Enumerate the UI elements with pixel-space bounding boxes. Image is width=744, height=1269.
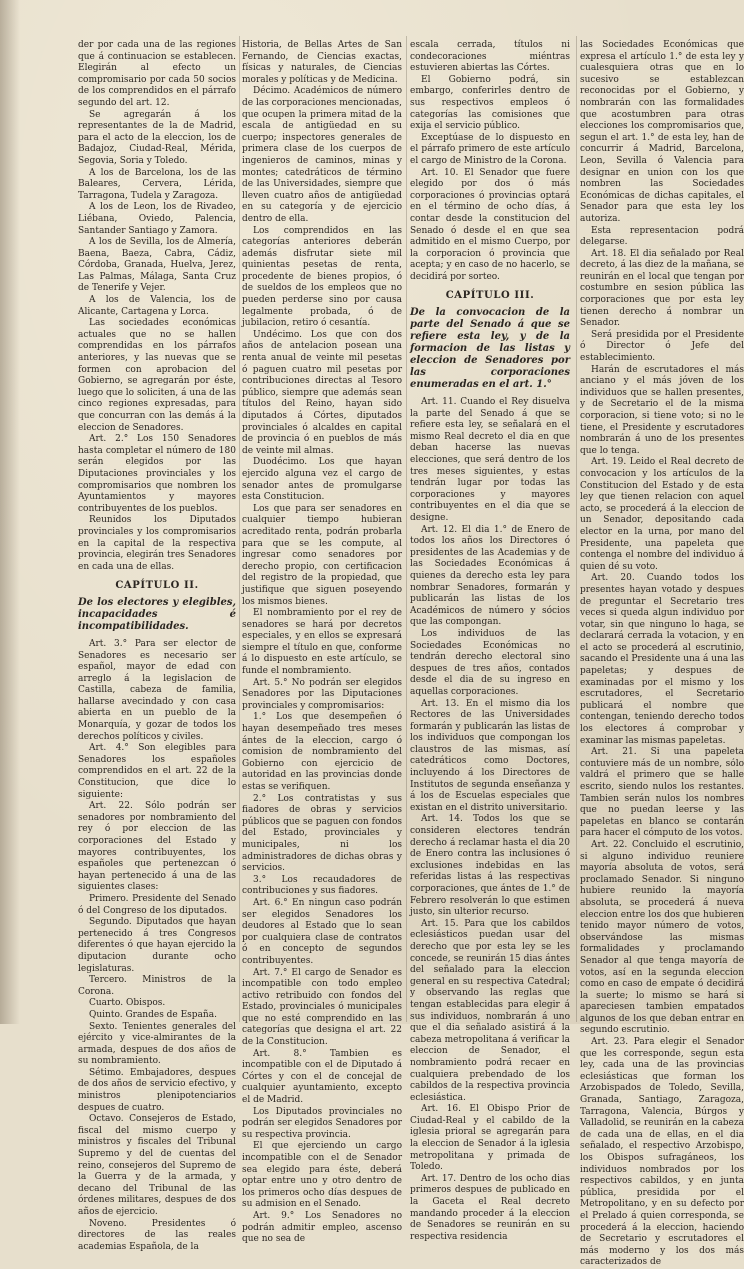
paragraph: las Sociedades Económicas que expresa el artículo 1.° de esta ley y cualesquiera otras que en lo sucesivo se establezcan reconocidas por el Gobierno, y nombrarán con las formalidades que acostumbren para otras elecciones los compromisarios que, segun el art. 1.° de esta ley, han de concurrir á Madrid, Barcelona, Leon, Sevilla ó Valencia para designar en union con los que nombren las Sociedades Económicas de dichas capitales, el Senador para que esta ley los autoriza. — [580, 40, 744, 224]
paragraph: Art. 4.° Son elegibles para Senadores los españoles comprendidos en el art. 22 de la Constitucion, que dice lo siguiente: — [78, 743, 236, 800]
paragraph: El Gobierno podrá, sin embargo, conferirles dentro de sus respectivos empleos ó categorías las comisiones que exija el servicio público. — [410, 74, 570, 132]
paragraph: Art. 20. Cuando todos los presentes hayan votado y despues de preguntar el Secretario tres veces si queda algun individuo por votar, sin que ninguno lo haga, se declarará cerrada la votacion, y en el acto se procederá al escrutinio, sacando el Presidente una á una las papeletas; y despues de examinadas por el mismo y los escrutadores, el Secretario publicará el nombre que contengan, teniendo derecho todos los electores á comprobar y examinar las mismas papeletas. — [580, 573, 744, 746]
paragraph: Reunidos los Diputados provinciales y los compromisarios en la capital de la respectiva provincia, elegirán tres Senadores en cada una de ellas. — [78, 515, 236, 572]
paragraph: Art. 19. Leido el Real decreto de convocacion y los artículos de la Constitucion del Estado y de esta ley que tienen relacion con aquel acto, se procederá á la eleccion de un Senador, depositando cada elector en la urna, por mano del Presidente, una papeleta que contenga el nombre del individuo á quien dé su voto. — [580, 457, 744, 572]
paragraph: Sexto. Tenientes generales del ejército y vice-almirantes de la armada, despues de dos años de su nombramiento. — [78, 1021, 236, 1067]
paragraph: Art. 3.° Para ser elector de Senadores es necesario ser español, mayor de edad con arreglo á la legislacion de Castilla, cabeza de familia, hallarse avecindado y con casa abierta en un pueblo de la Monarquía, y gozar de todos los derechos políticos y civiles. — [78, 638, 236, 742]
paragraph: 2.° Los contratistas y sus fiadores de obras y servicios públicos que se paguen con fondos del Estado, provinciales y municipales, ni los administradores de dichas obras y servicios. — [242, 793, 402, 874]
paragraph: Primero. Presidente del Senado ó del Congreso de los diputados. — [78, 893, 236, 916]
paragraph: Art. 13. En el mismo dia los Rectores de las Universidades formarán y publicarán las listas de los individuos que compongan los claustros de las mismas, así catedráticos como Doctores, incluyendo á los Directores de Institutos de segunda enseñanza y á los de Escuelas especiales que existan en el distrito universitario. — [410, 698, 570, 813]
paragraph: Art. 6.° En ningun caso podrán ser elegidos Senadores los deudores al Estado que lo sean por cualquiera clase de contratos ó en concepto de segundos contribuyentes. — [242, 897, 402, 966]
column-rule — [239, 36, 240, 1022]
paragraph: Art. 16. El Obispo Prior de Ciudad-Real y el cabildo de la iglesia prioral se agregarán para la eleccion de Senador á la iglesia metropolitana y primada de Toledo. — [410, 1104, 570, 1173]
paragraph: Duodécimo. Los que hayan ejercido alguna vez el cargo de senador antes de promulgarse esta Constitucion. — [242, 457, 402, 503]
paragraph: Sétimo. Embajadores, despues de dos años de servicio efectivo, y ministros plenipotenciarios despues de cuatro. — [78, 1067, 236, 1113]
paragraph: Art. 12. El dia 1.° de Enero de todos los años los Directores ó presidentes de las Academias y de las Sociedades Económicas á quienes da derecho esta ley para nombrar Senadores, formarán y publicarán las listas de los Académicos de número y sócios que las compongan. — [410, 524, 570, 628]
paragraph: Undécimo. Los que con dos años de antelacion posean una renta anual de veinte mil pesetas ó paguen cuatro mil pesetas por contribuciones directas al Tesoro público, siempre que además sean títulos del Reino, hayan sido diputados á Córtes, diputados provinciales ó alcaldes en capital de provincia ó en pueblos de más de veinte mil almas. — [242, 329, 402, 456]
column-3 — [410, 40, 570, 1242]
paragraph: Art. 8.° Tambien es incompatible con el de Diputado á Córtes y con el de concejal de cualquier ayuntamiento, excepto el de Madrid. — [242, 1048, 402, 1106]
paragraph: Cuarto. Obispos. — [89, 998, 166, 1009]
paragraph: A los de Sevilla, los de Almería, Baena, Baeza, Cabra, Cádiz, Córdoba, Granada, Huelva, Jerez, Las Palmas, Málaga, Santa Cruz de Tenerife y Vejer. — [78, 237, 236, 294]
paragraph: 3.° Los recaudadores de contribuciones y sus fiadores. — [242, 874, 402, 897]
paragraph: Segundo. Diputados que hayan pertenecido á tres Congresos diferentes ó que hayan ejercido la diputacion durante ocho legislaturas. — [78, 917, 236, 974]
chapter-heading: CAPÍTULO II. — [115, 580, 199, 592]
paragraph: Art. 5.° No podrán ser elegidos Senadores por las Diputaciones provinciales y compromisarios: — [242, 677, 402, 711]
paragraph: Esta representacion podrá delegarse. — [580, 225, 744, 248]
paragraph: Art. 23. Para elegir el Senador que les corresponde, segun esta ley, cada una de las provincias eclesiásticas que forman los Arzobispados de Toledo, Sevilla, Granada, Santiago, Zaragoza, Tarragona, Valencia, Búrgos y Valladolid, se reunirán en la cabeza de cada una de ellas, en el dia señalado, el respectivo Arzobispo, los Obispos sufragáneos, los individuos nombrados por los respectivos cabildos, y en junta pública, presidida por el Metropolitano, y en su defecto por el Prelado á quien corresponda, se procederá á la eleccion, haciendo de Secretario y escrutadores el más moderno y los dos más caracterizados de — [580, 1037, 744, 1268]
paragraph: Exceptúase de lo dispuesto en el párrafo primero de este artículo el cargo de Ministro de la Corona. — [410, 132, 570, 166]
paragraph: Noveno. Presidentes ó directores de las reales academias Española, de la — [78, 1218, 236, 1252]
paragraph: Los que para ser senadores en cualquier tiempo hubieran acreditado renta, podrán probarla para que se les compute, al ingresar como senadores por derecho propio, con certificacion del registro de la propiedad, que justifique que siguen poseyendo los mismos bienes. — [242, 503, 402, 607]
paragraph: Se agregarán á los representantes de la de Madrid, para el acto de la eleccion, los de Badajoz, Ciudad-Real, Mérida, Segovia, Soria y Toledo. — [78, 109, 236, 166]
paragraph: El nombramiento por el rey de senadores se hará por decretos especiales, y en ellos se expresará siempre el título en que, conforme á lo dispuesto en este artículo, se funde el nombramiento. — [242, 608, 402, 677]
paragraph: A los de Leon, los de Rivadeo, Liébana, Oviedo, Palencia, Santander Santiago y Zamora. — [78, 202, 236, 236]
paragraph: Art. 9.° Los Senadores no podrán admitir empleo, ascenso que no sea de — [242, 1210, 402, 1245]
paragraph: Art. 18. El dia señalado por Real decreto, á las diez de la mañana, se reunirán en el local que tengan por costumbre en sesion pública las corporaciones que por esta ley tienen derecho á nombrar un Senador. — [580, 248, 744, 329]
paragraph: Los comprendidos en las categorías anteriores deberán además disfrutar siete mil quinientas pesetas de renta, procedente de bienes propios, ó de sueldos de los empleos que no pueden perderse sino por causa legalmente probada, ó de jubilacion, retiro ó cesantía. — [242, 225, 402, 329]
paragraph: Harán de escrutadores el más anciano y el más jóven de los individuos que se hallen presentes, y de Secretario el de la misma corporacion, si tiene voto; si no le tiene, el Presidente y escrutadores nombrarán á uno de los presentes que lo tenga. — [580, 364, 744, 456]
paragraph: Será presidida por el Presidente ó Director ó Jefe del establecimiento. — [580, 329, 744, 364]
paragraph: Art. 11. Cuando el Rey disuelva la parte del Senado á que se refiere esta ley, se señalará en el mismo Real decreto el dia en que deban hacerse las nuevas elecciones, que será dentro de los tres meses siguientes, y estas tendrán lugar por todas las corporaciones y mayores contribuyentes en el dia que se designe. — [410, 397, 570, 523]
paragraph: Art. 17. Dentro de los ocho dias primeros despues de publicado en la Gaceta el Real decreto mandando proceder á la eleccion de Senadores se reunirán en su respectiva residencia — [410, 1173, 570, 1242]
paragraph: Octavo. Consejeros de Estado, fiscal del mismo cuerpo y ministros y fiscales del Tribunal Supremo y del de cuentas del reino, consejeros del Supremo de la Guerra y de la armada, y decano del Tribunal de las órdenes militares, despues de dos años de ejercicio. — [78, 1114, 236, 1217]
page-spine-shadow — [0, 0, 20, 1024]
paragraph: Los Diputados provinciales no podrán ser elegidos Senadores por su respectiva provincia. — [242, 1106, 402, 1140]
paragraph: escala cerrada, títulos ni condecoraciones miéntras estuvieren abiertas las Córtes. — [410, 40, 570, 74]
paragraph: Décimo. Académicos de número de las corporaciones mencionadas, que ocupen la primera mitad de la escala de antigüedad en su cuerpo; inspectores generales de primera clase de los cuerpos de ingenieros de caminos, minas y montes; catedráticos de término de las Universidades, siempre que lleven cuatro años de antigüedad en su categoría y de ejercicio dentro de ella. — [242, 86, 402, 224]
paragraph: Art. 22. Concluido el escrutinio, si alguno individuo reuniere mayoría absoluta de votos, será proclamado Senador. Si ninguno hubiere reunido la mayoría absoluta, se procederá á nueva eleccion entre los dos que hubieren tenido mayor número de votos, observándose las mismas formalidades y proclamando Senador al que tenga mayoría de votos, así en la segunda eleccion como en caso de empate ó decidirá la suerte; lo mismo se hará si apareciesen tambien empatados algunos de los que deban entrar en segundo escrutinio. — [580, 839, 744, 1036]
chapter-subtitle: De la convocacion de la parte del Senado á que se refiere esta ley, y de la formacion de las listas y eleccion de Senadores por las corporaciones enumeradas en el art. 1.° — [410, 307, 570, 391]
paragraph: Art. 2.° Los 150 Senadores hasta completar el número de 180 serán elegidos por las Diputaciones provinciales y los compromisarios que nombren los Ayuntamientos y mayores contribuyentes de los pueblos. — [78, 434, 236, 514]
paragraph: Quinto. Grandes de España. — [89, 1009, 217, 1020]
paragraph: Art. 15. Para que los cabildos eclesiásticos puedan usar del derecho que por esta ley se les concede, se reunirán 15 dias ántes del señalado para la eleccion general en su respectiva Catedral; y observando las reglas que tengan establecidas para elegir á sus individuos, nombrarán á uno que el dia señalado asistirá á la cabeza metropolitana á verificar la eleccion de Senador, el nombramiento podrá recaer en cualquiera prebendado de los cabildos de la respectiva provincia eclesiástica. — [410, 918, 570, 1103]
paragraph: El que ejerciendo un cargo incompatible con el de Senador sea elegido para éste, deberá optar entre uno y otro dentro de los primeros ocho días despues de su admision en el Senado. — [242, 1141, 402, 1210]
chapter-heading: CAPÍTULO III. — [445, 290, 535, 302]
paragraph: Los individuos de las Sociedades Económicas no tendrán derecho electoral sino despues de tres años, contados desde el dia de su ingreso en aquellas corporaciones. — [410, 628, 570, 697]
paragraph: Art. 7.° El cargo de Senador es incompatible con todo empleo activo retribuido con fondos del Estado, provinciales ó municipales que no esté comprendido en las categorías que designa el art. 22 de la Constitucion. — [242, 967, 402, 1048]
paragraph: Art. 22. Sólo podrán ser senadores por nombramiento del rey ó por eleccion de las corporaciones del Estado y mayores contribuyentes, los españoles que pertenezcan ó hayan pertenecido á una de las siguientes clases: — [78, 801, 236, 893]
paragraph: Art. 21. Si una papeleta contuviere más de un nombre, sólo valdrá el primero que se halle escrito, siendo nulos los restantes. Tambien serán nulos los nombres que no puedan leerse y las papeletas en blanco se contarán para hacer el cómputo de los votos. — [580, 747, 744, 839]
paragraph: Historia, de Bellas Artes de San Fernando, de Ciencias exactas, físicas y naturales, de Ciencias morales y políticas y de Medicina. — [242, 40, 402, 85]
paragraph: Art. 14. Todos los que se consideren electores tendrán derecho á reclamar hasta el dia 20 de Enero contra las inclusiones ó exclusiones indebidas en las referidas listas á las respectivas corporaciones, que ántes de 1.° de Febrero resolverán lo que estimen justo, sin ulterior recurso. — [410, 814, 570, 918]
column-4 — [580, 40, 744, 1268]
paragraph: Las sociedades económicas actuales que no se hallen comprendidas en los párrafos anteriores, y las nuevas que se formen con aprobacion del Gobierno, se agregarán por éste, luego que lo soliciten, á una de las cinco regiones expresadas, para que concurran con las demás á la eleccion de Senadores. — [78, 318, 236, 433]
chapter-subtitle: De los electores y elegibles, incapacidades é incompatibilidades. — [78, 596, 236, 632]
column-rule — [406, 36, 407, 1022]
column-rule — [576, 36, 577, 1022]
paragraph: 1.° Los que desempeñen ó hayan desempeñado tres meses ántes de la eleccion, cargo ó comision de nombramiento del Gobierno con ejercicio de autoridad en las provincias donde estas se verifiquen. — [242, 712, 402, 792]
paragraph: A los de Valencia, los de Alicante, Cartagena y Lorca. — [78, 295, 236, 317]
column-1 — [78, 40, 236, 1252]
column-2 — [242, 40, 402, 1245]
paragraph: Tercero. Ministros de la Corona. — [78, 975, 236, 997]
paragraph: A los de Barcelona, los de las Baleares, Cervera, Lérida, Tarragona, Tudela y Zaragoza. — [78, 167, 236, 201]
paragraph: der por cada una de las regiones que á continuacion se establecen. Elegirán al efecto un compromisario por cada 50 socios de los comprendidos en el párrafo segundo del art. 12. — [78, 40, 236, 108]
paragraph: Art. 10. El Senador que fuere elegido por dos ó más corporaciones ó provincias optará en el término de ocho días, á contar desde la constitucion del Senado ó desde el en que sea admitido en el mismo Cuerpo, por la corporacion ó provincia que acepta; y en caso de no hacerlo, se decidirá por sorteo. — [410, 167, 570, 282]
